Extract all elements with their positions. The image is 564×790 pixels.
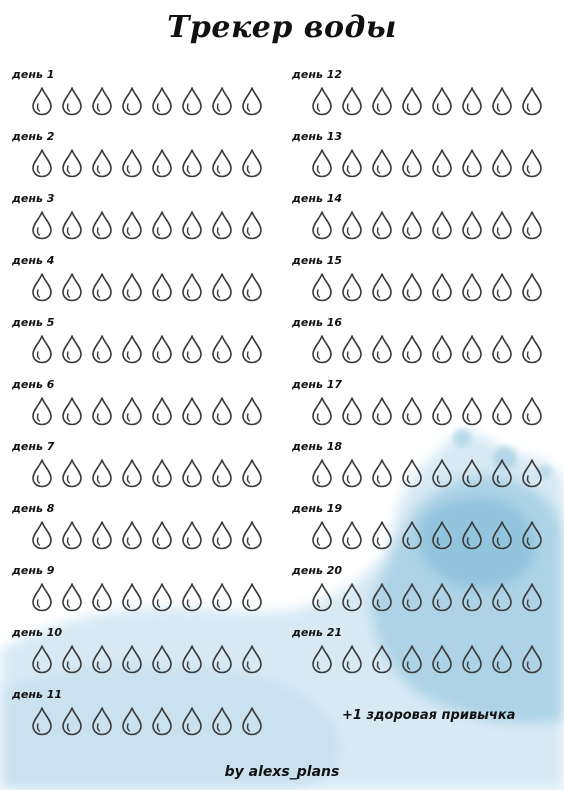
water-drop-icon[interactable] xyxy=(461,86,483,116)
water-drop-icon[interactable] xyxy=(211,644,233,674)
water-drop-icon[interactable] xyxy=(401,582,423,612)
page-title: Трекер воды xyxy=(167,10,397,45)
day-label: день 1 xyxy=(12,68,55,81)
day-row xyxy=(12,128,282,190)
water-drop-icon[interactable] xyxy=(91,706,113,736)
day-row xyxy=(292,314,562,376)
water-drop-icon[interactable] xyxy=(181,706,203,736)
water-drop-icon[interactable] xyxy=(431,458,453,488)
water-drop-icon[interactable] xyxy=(521,86,543,116)
water-drop-icon[interactable] xyxy=(341,520,363,550)
water-drop-icon[interactable] xyxy=(461,458,483,488)
water-drop-icon[interactable] xyxy=(241,148,263,178)
water-drop-icon[interactable] xyxy=(181,644,203,674)
extra-habit-label: +1 здоровая привычка xyxy=(342,708,516,723)
water-drop-icon[interactable] xyxy=(31,148,53,178)
day-drops xyxy=(31,582,263,612)
credit-text: by alexs_plans xyxy=(224,764,340,780)
water-drop-icon[interactable] xyxy=(91,210,113,240)
day-label: день 4 xyxy=(12,254,55,267)
water-drop-icon[interactable] xyxy=(211,210,233,240)
day-label: день 8 xyxy=(12,502,55,515)
day-label: день 12 xyxy=(292,68,343,81)
water-drop-icon[interactable] xyxy=(151,582,173,612)
water-drop-icon[interactable] xyxy=(91,148,113,178)
day-row xyxy=(12,500,282,562)
day-row xyxy=(292,438,562,500)
water-drop-icon[interactable] xyxy=(121,334,143,364)
water-drop-icon[interactable] xyxy=(211,272,233,302)
water-drop-icon[interactable] xyxy=(151,396,173,426)
water-drop-icon[interactable] xyxy=(121,520,143,550)
water-drop-icon[interactable] xyxy=(311,148,333,178)
day-drops xyxy=(31,520,263,550)
day-label: день 17 xyxy=(292,378,343,391)
water-drop-icon[interactable] xyxy=(181,582,203,612)
day-drops xyxy=(31,396,263,426)
day-drops xyxy=(31,148,263,178)
day-drops xyxy=(31,706,263,736)
water-drop-icon[interactable] xyxy=(461,334,483,364)
day-label: день 6 xyxy=(12,378,55,391)
water-drop-icon[interactable] xyxy=(151,520,173,550)
day-drops xyxy=(311,272,543,302)
water-drop-icon[interactable] xyxy=(121,86,143,116)
water-drop-icon[interactable] xyxy=(61,458,83,488)
water-drop-icon[interactable] xyxy=(241,86,263,116)
water-drop-icon[interactable] xyxy=(371,210,393,240)
water-drop-icon[interactable] xyxy=(491,396,513,426)
water-drop-icon[interactable] xyxy=(431,272,453,302)
water-drop-icon[interactable] xyxy=(91,272,113,302)
water-drop-icon[interactable] xyxy=(461,148,483,178)
day-row xyxy=(292,376,562,438)
water-drop-icon[interactable] xyxy=(341,334,363,364)
water-drop-icon[interactable] xyxy=(151,86,173,116)
water-drop-icon[interactable] xyxy=(431,148,453,178)
water-drop-icon[interactable] xyxy=(61,272,83,302)
water-drop-icon[interactable] xyxy=(431,396,453,426)
water-drop-icon[interactable] xyxy=(491,148,513,178)
water-drop-icon[interactable] xyxy=(91,86,113,116)
water-drop-icon[interactable] xyxy=(371,520,393,550)
water-drop-icon[interactable] xyxy=(61,582,83,612)
water-drop-icon[interactable] xyxy=(461,582,483,612)
water-drop-icon[interactable] xyxy=(121,458,143,488)
water-drop-icon[interactable] xyxy=(491,210,513,240)
water-drop-icon[interactable] xyxy=(151,644,173,674)
water-drop-icon[interactable] xyxy=(401,86,423,116)
water-drop-icon[interactable] xyxy=(311,272,333,302)
day-row xyxy=(292,252,562,314)
water-drop-icon[interactable] xyxy=(521,520,543,550)
water-drop-icon[interactable] xyxy=(61,520,83,550)
water-drop-icon[interactable] xyxy=(241,334,263,364)
water-drop-icon[interactable] xyxy=(431,86,453,116)
day-drops xyxy=(311,148,543,178)
water-drop-icon[interactable] xyxy=(31,272,53,302)
water-drop-icon[interactable] xyxy=(371,644,393,674)
water-drop-icon[interactable] xyxy=(211,396,233,426)
water-drop-icon[interactable] xyxy=(311,582,333,612)
water-drop-icon[interactable] xyxy=(371,272,393,302)
water-drop-icon[interactable] xyxy=(521,148,543,178)
water-drop-icon[interactable] xyxy=(521,272,543,302)
water-drop-icon[interactable] xyxy=(241,210,263,240)
day-label: день 16 xyxy=(292,316,343,329)
water-drop-icon[interactable] xyxy=(521,210,543,240)
day-drops xyxy=(311,334,543,364)
water-drop-icon[interactable] xyxy=(121,396,143,426)
water-drop-icon[interactable] xyxy=(311,334,333,364)
water-drop-icon[interactable] xyxy=(31,644,53,674)
day-drops xyxy=(31,210,263,240)
day-label: день 2 xyxy=(12,130,55,143)
water-drop-icon[interactable] xyxy=(341,272,363,302)
water-drop-icon[interactable] xyxy=(401,644,423,674)
water-drop-icon[interactable] xyxy=(211,706,233,736)
water-drop-icon[interactable] xyxy=(91,396,113,426)
day-label: день 19 xyxy=(292,502,343,515)
water-drop-icon[interactable] xyxy=(491,458,513,488)
water-drop-icon[interactable] xyxy=(121,582,143,612)
water-drop-icon[interactable] xyxy=(401,210,423,240)
day-label: день 11 xyxy=(12,688,63,701)
water-drop-icon[interactable] xyxy=(211,582,233,612)
day-row xyxy=(12,686,282,748)
water-drop-icon[interactable] xyxy=(461,396,483,426)
water-drop-icon[interactable] xyxy=(491,334,513,364)
day-drops xyxy=(311,582,543,612)
day-row xyxy=(12,376,282,438)
water-drop-icon[interactable] xyxy=(31,706,53,736)
water-drop-icon[interactable] xyxy=(121,210,143,240)
water-drop-icon[interactable] xyxy=(401,272,423,302)
water-drop-icon[interactable] xyxy=(211,86,233,116)
day-drops xyxy=(31,86,263,116)
water-drop-icon[interactable] xyxy=(61,210,83,240)
day-row xyxy=(12,562,282,624)
day-row xyxy=(292,66,562,128)
water-drop-icon[interactable] xyxy=(181,272,203,302)
day-label: день 14 xyxy=(292,192,343,205)
water-drop-icon[interactable] xyxy=(211,334,233,364)
day-label: день 13 xyxy=(292,130,343,143)
day-drops xyxy=(311,520,543,550)
water-drop-icon[interactable] xyxy=(461,520,483,550)
day-drops xyxy=(311,396,543,426)
water-drop-icon[interactable] xyxy=(121,706,143,736)
water-drop-icon[interactable] xyxy=(341,582,363,612)
water-drop-icon[interactable] xyxy=(181,334,203,364)
day-row xyxy=(292,562,562,624)
day-label: день 9 xyxy=(12,564,55,577)
water-drop-icon[interactable] xyxy=(241,458,263,488)
water-drop-icon[interactable] xyxy=(181,86,203,116)
day-row xyxy=(12,314,282,376)
water-drop-icon[interactable] xyxy=(121,272,143,302)
day-row xyxy=(292,624,562,686)
day-drops xyxy=(311,86,543,116)
water-drop-icon[interactable] xyxy=(151,706,173,736)
water-drop-icon[interactable] xyxy=(91,520,113,550)
water-drop-icon[interactable] xyxy=(311,520,333,550)
water-drop-icon[interactable] xyxy=(371,334,393,364)
water-drop-icon[interactable] xyxy=(341,210,363,240)
water-drop-icon[interactable] xyxy=(341,396,363,426)
day-label: день 20 xyxy=(292,564,343,577)
day-label: день 10 xyxy=(12,626,63,639)
water-drop-icon[interactable] xyxy=(31,396,53,426)
water-drop-icon[interactable] xyxy=(91,458,113,488)
water-drop-icon[interactable] xyxy=(91,582,113,612)
day-row xyxy=(292,500,562,562)
water-drop-icon[interactable] xyxy=(31,582,53,612)
day-row xyxy=(292,128,562,190)
water-drop-icon[interactable] xyxy=(491,582,513,612)
water-drop-icon[interactable] xyxy=(311,396,333,426)
water-drop-icon[interactable] xyxy=(431,210,453,240)
water-drop-icon[interactable] xyxy=(31,334,53,364)
water-drop-icon[interactable] xyxy=(241,272,263,302)
water-drop-icon[interactable] xyxy=(491,86,513,116)
day-drops xyxy=(311,458,543,488)
water-drop-icon[interactable] xyxy=(121,644,143,674)
water-drop-icon[interactable] xyxy=(311,210,333,240)
water-drop-icon[interactable] xyxy=(121,148,143,178)
water-drop-icon[interactable] xyxy=(521,582,543,612)
water-drop-icon[interactable] xyxy=(371,86,393,116)
day-row xyxy=(12,252,282,314)
water-drop-icon[interactable] xyxy=(461,272,483,302)
water-drop-icon[interactable] xyxy=(241,644,263,674)
water-drop-icon[interactable] xyxy=(181,396,203,426)
water-drop-icon[interactable] xyxy=(241,582,263,612)
water-drop-icon[interactable] xyxy=(151,334,173,364)
water-drop-icon[interactable] xyxy=(371,458,393,488)
water-drop-icon[interactable] xyxy=(211,148,233,178)
water-drop-icon[interactable] xyxy=(61,148,83,178)
day-drops xyxy=(31,334,263,364)
water-drop-icon[interactable] xyxy=(521,458,543,488)
water-drop-icon[interactable] xyxy=(491,272,513,302)
day-drops xyxy=(31,644,263,674)
water-drop-icon[interactable] xyxy=(521,644,543,674)
day-drops xyxy=(311,210,543,240)
water-drop-icon[interactable] xyxy=(491,520,513,550)
water-drop-icon[interactable] xyxy=(371,582,393,612)
water-drop-icon[interactable] xyxy=(341,458,363,488)
water-drop-icon[interactable] xyxy=(521,334,543,364)
water-drop-icon[interactable] xyxy=(431,644,453,674)
water-drop-icon[interactable] xyxy=(341,644,363,674)
water-drop-icon[interactable] xyxy=(211,520,233,550)
day-label: день 7 xyxy=(12,440,55,453)
day-label: день 18 xyxy=(292,440,343,453)
water-drop-icon[interactable] xyxy=(61,706,83,736)
water-drop-icon[interactable] xyxy=(431,520,453,550)
water-drop-icon[interactable] xyxy=(431,582,453,612)
water-drop-icon[interactable] xyxy=(491,644,513,674)
water-drop-icon[interactable] xyxy=(521,396,543,426)
water-drop-icon[interactable] xyxy=(401,334,423,364)
days-column-left xyxy=(12,66,282,748)
water-drop-icon[interactable] xyxy=(311,644,333,674)
day-label: день 3 xyxy=(12,192,55,205)
water-drop-icon[interactable] xyxy=(401,148,423,178)
water-drop-icon[interactable] xyxy=(241,396,263,426)
water-drop-icon[interactable] xyxy=(341,86,363,116)
water-drop-icon[interactable] xyxy=(91,334,113,364)
water-drop-icon[interactable] xyxy=(61,644,83,674)
water-drop-icon[interactable] xyxy=(311,458,333,488)
day-label: день 15 xyxy=(292,254,343,267)
days-column-right xyxy=(292,66,562,686)
water-drop-icon[interactable] xyxy=(151,272,173,302)
water-drop-icon[interactable] xyxy=(31,520,53,550)
water-drop-icon[interactable] xyxy=(151,148,173,178)
day-label: день 21 xyxy=(292,626,343,639)
water-drop-icon[interactable] xyxy=(91,644,113,674)
day-drops xyxy=(31,272,263,302)
day-row xyxy=(12,438,282,500)
water-drop-icon[interactable] xyxy=(461,644,483,674)
day-drops xyxy=(311,644,543,674)
day-drops xyxy=(31,458,263,488)
water-drop-icon[interactable] xyxy=(31,86,53,116)
water-drop-icon[interactable] xyxy=(311,86,333,116)
day-row xyxy=(12,66,282,128)
water-drop-icon[interactable] xyxy=(431,334,453,364)
water-drop-icon[interactable] xyxy=(341,148,363,178)
water-drop-icon[interactable] xyxy=(241,706,263,736)
water-drop-icon[interactable] xyxy=(31,458,53,488)
water-drop-icon[interactable] xyxy=(181,458,203,488)
day-row xyxy=(12,190,282,252)
water-drop-icon[interactable] xyxy=(181,520,203,550)
water-drop-icon[interactable] xyxy=(401,520,423,550)
water-drop-icon[interactable] xyxy=(181,148,203,178)
water-drop-icon[interactable] xyxy=(31,210,53,240)
water-drop-icon[interactable] xyxy=(61,86,83,116)
water-drop-icon[interactable] xyxy=(461,210,483,240)
water-drop-icon[interactable] xyxy=(151,458,173,488)
day-label: день 5 xyxy=(12,316,55,329)
water-drop-icon[interactable] xyxy=(151,210,173,240)
water-drop-icon[interactable] xyxy=(371,396,393,426)
water-drop-icon[interactable] xyxy=(181,210,203,240)
water-drop-icon[interactable] xyxy=(371,148,393,178)
water-drop-icon[interactable] xyxy=(61,396,83,426)
water-drop-icon[interactable] xyxy=(61,334,83,364)
water-drop-icon[interactable] xyxy=(211,458,233,488)
water-drop-icon[interactable] xyxy=(241,520,263,550)
day-row xyxy=(12,624,282,686)
water-drop-icon[interactable] xyxy=(401,396,423,426)
day-row xyxy=(292,190,562,252)
water-drop-icon[interactable] xyxy=(401,458,423,488)
